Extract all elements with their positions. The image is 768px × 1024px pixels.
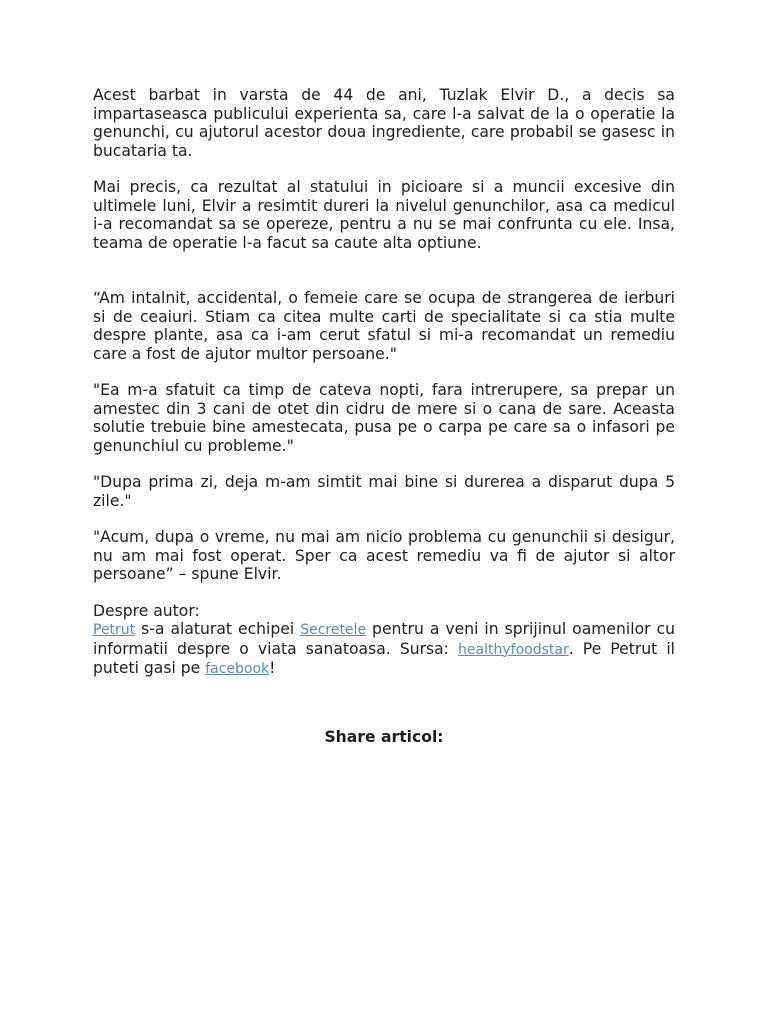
author-bio-text-4: ! bbox=[269, 659, 276, 677]
article-paragraph-quote-meeting: “Am intalnit, accidental, o femeie care se ocupa de strangerea de ierburi si de ceaiuri. Stiam ca citea multe carti de specialitate si ca stia multe despre plante, asa ca i-am cerut sfatul si mi-a recomandat un remediu care a fost de ajutor multor persoane." bbox=[93, 289, 675, 363]
author-link-petrut[interactable]: Petrut bbox=[93, 622, 136, 638]
author-bio-text-2: pentru a veni in sprijinul oamenilor cu informatii despre o viata sanatoasa. Sursa: bbox=[93, 620, 675, 658]
facebook-link[interactable]: facebook bbox=[205, 661, 270, 677]
article-paragraph-quote-result: "Dupa prima zi, deja m-am simtit mai bine si durerea a disparut dupa 5 zile." bbox=[93, 473, 675, 510]
article-paragraph-quote-conclusion: "Acum, dupa o vreme, nu mai am nicio problema cu genunchii si desigur, nu am mai fost operat. Sper ca acest remediu va fi de ajutor si altor persoane” – spune Elvir. bbox=[93, 528, 675, 583]
share-heading: Share articol: bbox=[324, 728, 444, 746]
author-bio-text-3: . Pe Petrut il puteti gasi pe bbox=[93, 639, 675, 677]
author-bio-text-1: s-a alaturat echipei bbox=[135, 620, 301, 638]
article-paragraph-intro: Acest barbat in varsta de 44 de ani, Tuzlak Elvir D., a decis sa impartaseasca publicului experienta sa, care l-a salvat de la o operatie la genunchi, cu ajutorul acestor doua ingrediente, care probabil se gasesc in bucataria ta. bbox=[93, 86, 675, 160]
publication-link-secretele[interactable]: Secretele bbox=[300, 622, 367, 638]
article-paragraph-context: Mai precis, ca rezultat al statului in picioare si a muncii excesive din ultimele luni, Elvir a resimtit dureri la nivelul genunchilor, asa ca medicul i-a recomandat sa se opereze, pentru a nu se mai confrunta cu ele. Insa, teama de operatie l-a facut sa caute alta optiune. bbox=[93, 178, 675, 252]
source-link-healthyfoodstar[interactable]: healthyfoodstar bbox=[458, 641, 569, 658]
author-heading: Despre autor: bbox=[93, 601, 200, 620]
article-body bbox=[93, 86, 675, 679]
author-bio bbox=[93, 620, 675, 679]
article-paragraph-quote-remedy: "Ea m-a sfatuit ca timp de cateva nopti, fara intrerupere, sa prepar un amestec din 3 cani de otet din cidru de mere si o cana de sare. Aceasta solutie trebuie bine amestecata, pusa pe o carpa pe care sa o infasori pe genunchiul cu probleme." bbox=[93, 381, 675, 455]
